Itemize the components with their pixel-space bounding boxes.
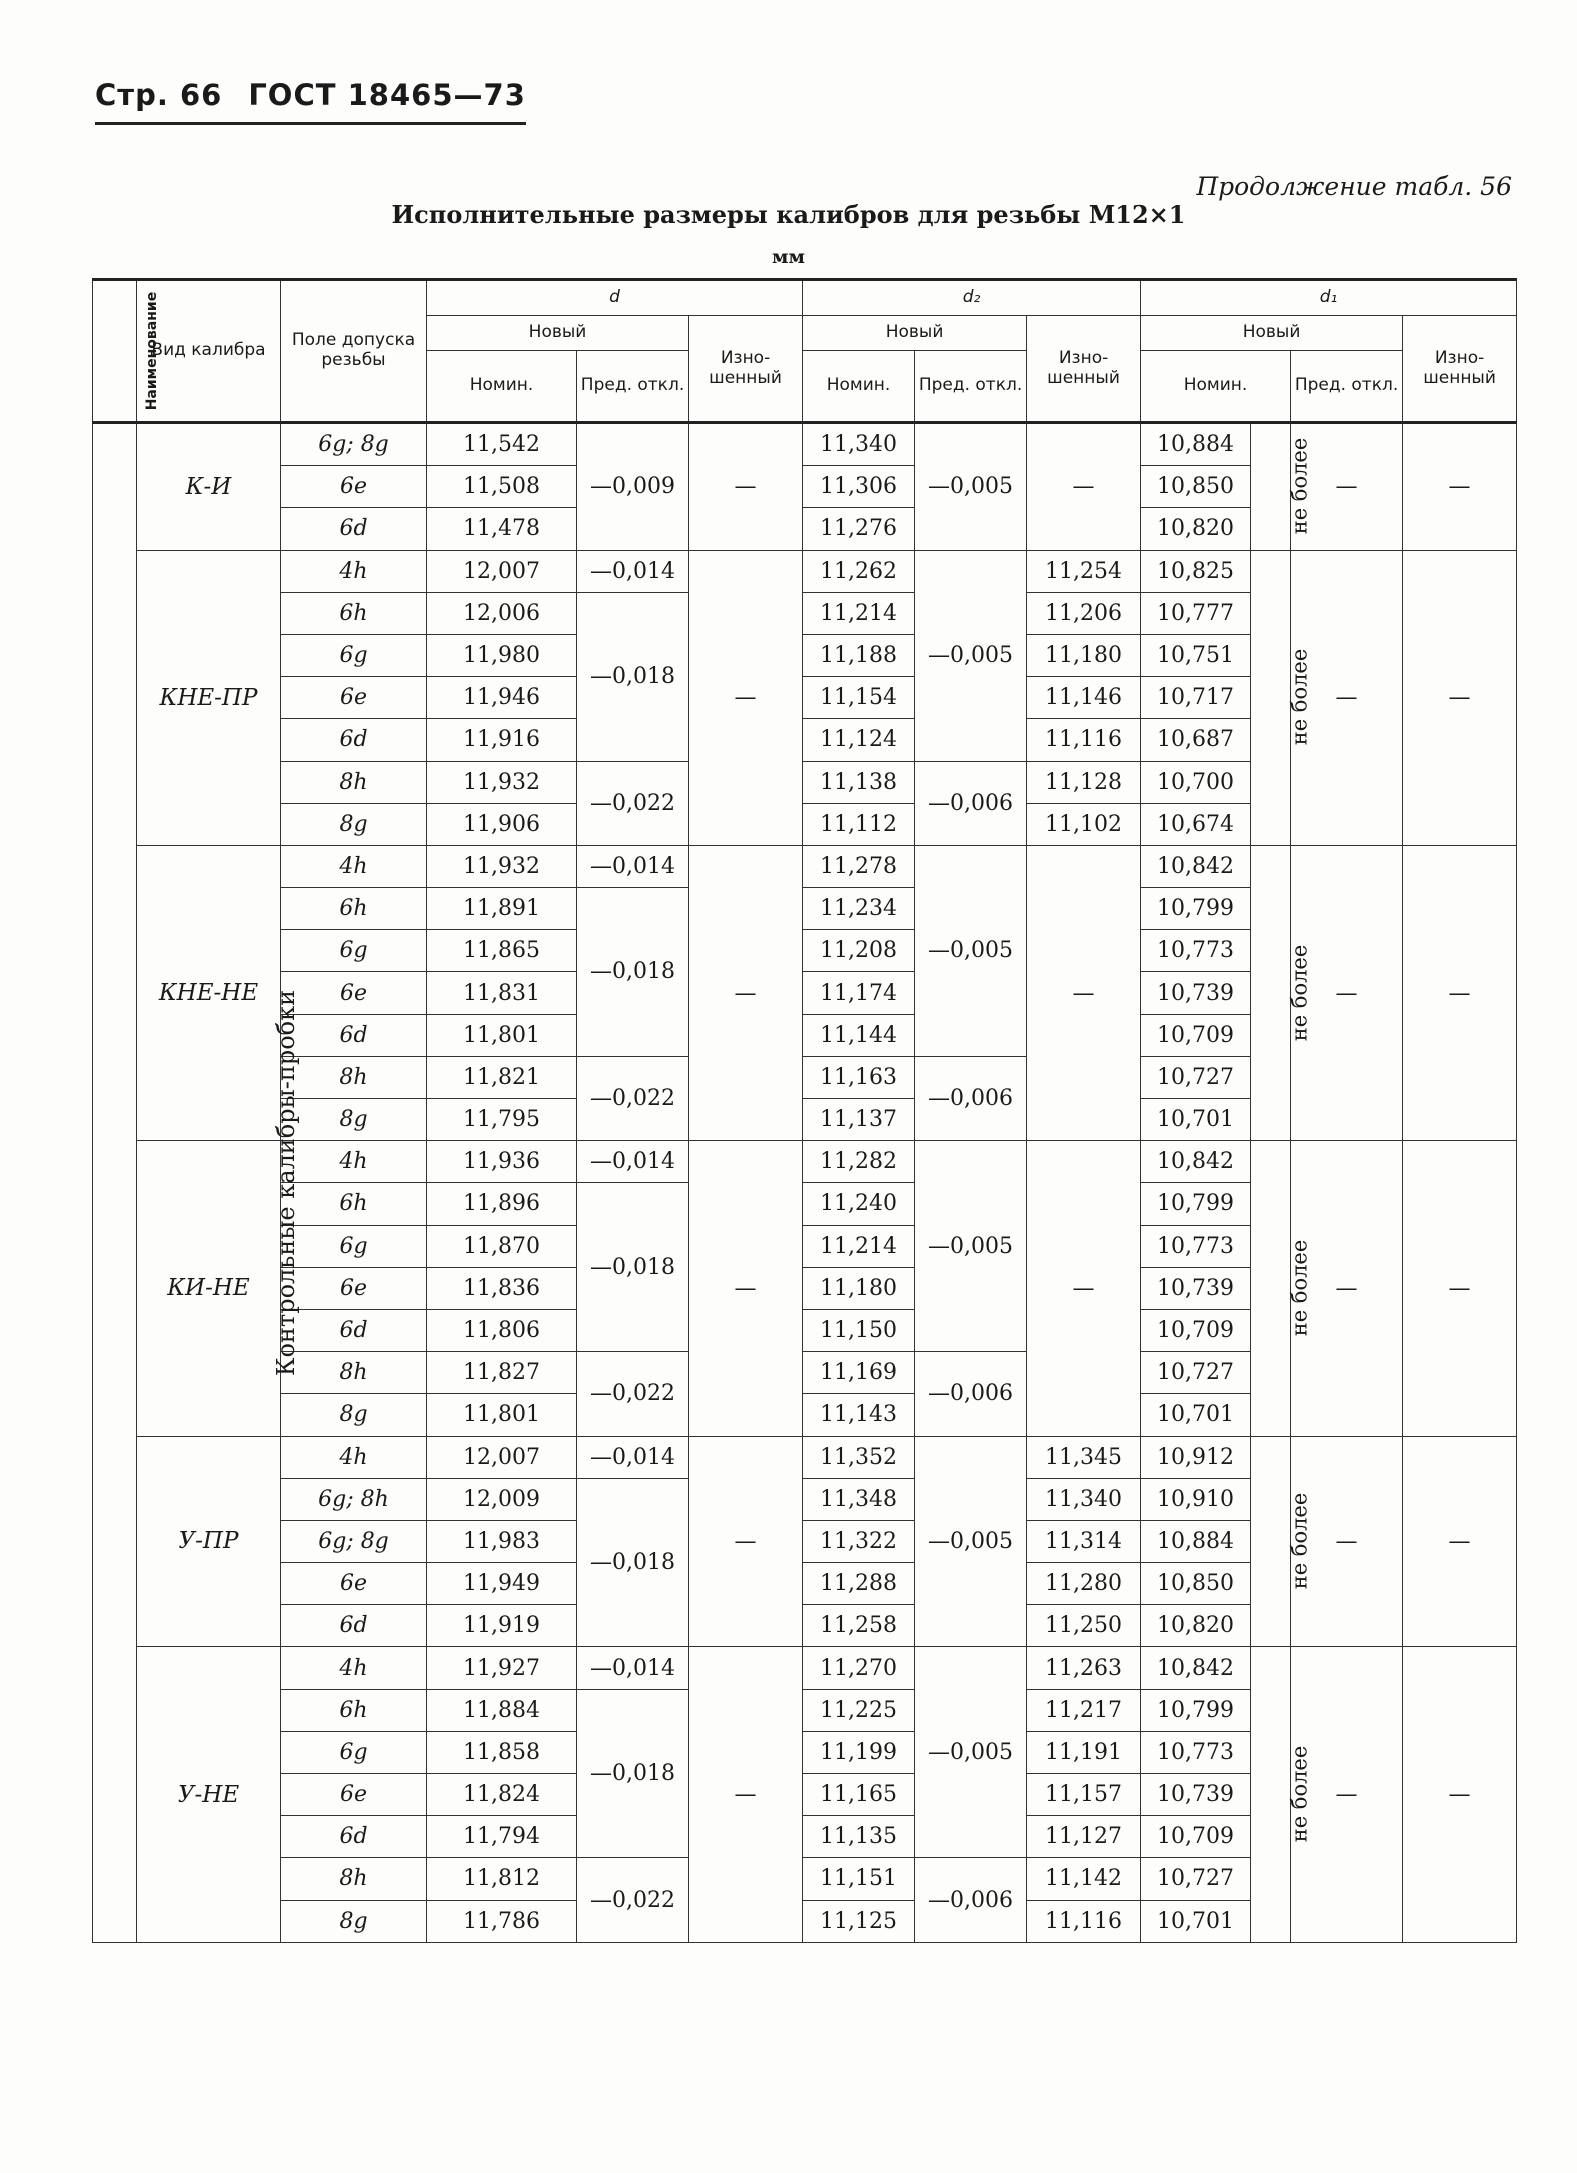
continuation-note: Продолжение табл. 56 xyxy=(1196,172,1512,201)
not-more-label-cell xyxy=(1251,1436,1312,1647)
d-nominal-value: 11,786 xyxy=(427,1900,577,1942)
d2-worn-value: 11,157 xyxy=(1027,1774,1141,1816)
d-nominal-value: 11,806 xyxy=(427,1309,577,1351)
d2-worn-value: 11,263 xyxy=(1027,1647,1141,1689)
d1-nominal-value: 10,687 xyxy=(1141,719,1251,761)
d-deviation-value: —0,018 xyxy=(577,1478,689,1647)
tolerance-field: 4h xyxy=(281,1436,427,1478)
d2-nominal-value: 11,240 xyxy=(803,1183,915,1225)
d-deviation-value: —0,018 xyxy=(577,888,689,1057)
not-more-label: не более xyxy=(1287,648,1312,746)
d2-nominal-value: 11,188 xyxy=(803,634,915,676)
d1-nominal-value: 10,842 xyxy=(1141,1647,1251,1689)
d2-nominal-value: 11,270 xyxy=(803,1647,915,1689)
d2-nominal-value: 11,352 xyxy=(803,1436,915,1478)
tolerance-field: 4h xyxy=(281,1141,427,1183)
not-more-label-cell xyxy=(1251,1141,1312,1436)
d2-nominal-value: 11,262 xyxy=(803,550,915,592)
d2-worn-header: Изно-шенный xyxy=(1027,316,1141,423)
d-nominal-header: Номин. xyxy=(427,351,577,423)
d1-nominal-value: 10,910 xyxy=(1141,1478,1251,1520)
d1-nominal-value: 10,773 xyxy=(1141,1731,1251,1773)
gauge-kind: К-И xyxy=(137,423,281,551)
tolerance-field: 6d xyxy=(281,508,427,550)
d2-worn-value: 11,314 xyxy=(1027,1520,1141,1562)
d-nominal-value: 11,801 xyxy=(427,1394,577,1436)
d1-deviation-value: — xyxy=(1291,1141,1403,1436)
d2-nominal-header: Номин. xyxy=(803,351,915,423)
d-worn-value: — xyxy=(689,423,803,551)
d-nominal-value: 11,949 xyxy=(427,1563,577,1605)
not-more-label-cell xyxy=(1251,1647,1312,1942)
page-number: Стр. 66 xyxy=(95,78,223,112)
d1-worn-value: — xyxy=(1403,550,1517,845)
d-deviation-value: —0,018 xyxy=(577,592,689,761)
d1-nominal-value: 10,777 xyxy=(1141,592,1251,634)
d1-nominal-value: 10,842 xyxy=(1141,845,1251,887)
d2-worn-value: — xyxy=(1027,423,1141,551)
d-nominal-value: 11,870 xyxy=(427,1225,577,1267)
d2-worn-value: 11,146 xyxy=(1027,677,1141,719)
table-row xyxy=(93,423,1517,466)
not-more-label: не более xyxy=(1287,1745,1312,1843)
d2-worn-value: — xyxy=(1027,1141,1141,1436)
d1-nominal-value: 10,912 xyxy=(1141,1436,1251,1478)
d-deviation-value: —0,014 xyxy=(577,550,689,592)
d2-nominal-value: 11,151 xyxy=(803,1858,915,1900)
d-deviation-value: —0,022 xyxy=(577,761,689,845)
d-worn-value: — xyxy=(689,1141,803,1436)
d1-deviation-value: — xyxy=(1291,845,1403,1140)
d1-nominal-value: 10,825 xyxy=(1141,550,1251,592)
d2-deviation-value: —0,006 xyxy=(915,1858,1027,1942)
d1-deviation-value: — xyxy=(1291,1647,1403,1942)
d2-nominal-value: 11,135 xyxy=(803,1816,915,1858)
not-more-label-cell xyxy=(1251,550,1312,845)
tolerance-column-header: Поле допуска резьбы xyxy=(281,280,427,423)
d1-nominal-value: 10,850 xyxy=(1141,466,1251,508)
d2-nominal-value: 11,340 xyxy=(803,423,915,466)
d-worn-value: — xyxy=(689,845,803,1140)
d2-nominal-value: 11,150 xyxy=(803,1309,915,1351)
d1-nominal-value: 10,709 xyxy=(1141,1816,1251,1858)
d-nominal-value: 11,884 xyxy=(427,1689,577,1731)
d-nominal-value: 11,906 xyxy=(427,803,577,845)
d2-worn-value: 11,180 xyxy=(1027,634,1141,676)
d2-nominal-value: 11,306 xyxy=(803,466,915,508)
d-nominal-value: 11,812 xyxy=(427,1858,577,1900)
tolerance-field: 4h xyxy=(281,845,427,887)
d1-nominal-value: 10,701 xyxy=(1141,1900,1251,1942)
d2-worn-value: 11,102 xyxy=(1027,803,1141,845)
d-nominal-value: 11,508 xyxy=(427,466,577,508)
d-deviation-value: —0,022 xyxy=(577,1352,689,1436)
d-nominal-value: 11,980 xyxy=(427,634,577,676)
d-column-header: d xyxy=(427,280,803,316)
d-nominal-value: 12,007 xyxy=(427,1436,577,1478)
d2-worn-value: 11,254 xyxy=(1027,550,1141,592)
d2-worn-value: 11,206 xyxy=(1027,592,1141,634)
d-nominal-value: 11,916 xyxy=(427,719,577,761)
d1-worn-value: — xyxy=(1403,423,1517,551)
d2-nominal-value: 11,169 xyxy=(803,1352,915,1394)
d2-deviation-value: —0,005 xyxy=(915,1647,1027,1858)
d-nominal-value: 12,006 xyxy=(427,592,577,634)
d2-deviation-value: —0,005 xyxy=(915,423,1027,551)
d-nominal-value: 11,801 xyxy=(427,1014,577,1056)
d2-worn-value: 11,142 xyxy=(1027,1858,1141,1900)
d2-nominal-value: 11,214 xyxy=(803,1225,915,1267)
d1-nominal-value: 10,799 xyxy=(1141,1689,1251,1731)
d2-worn-value: 11,127 xyxy=(1027,1816,1141,1858)
d1-new-header: Новый xyxy=(1141,316,1403,351)
d1-nominal-value: 10,709 xyxy=(1141,1309,1251,1351)
d-worn-value: — xyxy=(689,550,803,845)
d1-deviation-header: Пред. откл. xyxy=(1291,351,1403,423)
d1-nominal-value: 10,701 xyxy=(1141,1394,1251,1436)
d2-nominal-value: 11,154 xyxy=(803,677,915,719)
d1-nominal-value: 10,820 xyxy=(1141,1605,1251,1647)
tolerance-field: 6e xyxy=(281,466,427,508)
d-deviation-value: —0,018 xyxy=(577,1183,689,1352)
tolerance-field: 6d xyxy=(281,1014,427,1056)
d2-nominal-value: 11,214 xyxy=(803,592,915,634)
d2-deviation-value: —0,006 xyxy=(915,1056,1027,1140)
gauge-kind: КИ-НЕ xyxy=(137,1141,281,1436)
d-worn-value: — xyxy=(689,1647,803,1942)
d-worn-value: — xyxy=(689,1436,803,1647)
d1-nominal-value: 10,727 xyxy=(1141,1056,1251,1098)
d2-deviation-value: —0,005 xyxy=(915,1141,1027,1352)
family-label: Контрольные калибры-пробки xyxy=(272,989,301,1376)
d2-nominal-value: 11,165 xyxy=(803,1774,915,1816)
table-row xyxy=(93,845,1517,887)
d1-nominal-value: 10,773 xyxy=(1141,1225,1251,1267)
d1-nominal-value: 10,739 xyxy=(1141,1267,1251,1309)
d2-nominal-value: 11,322 xyxy=(803,1520,915,1562)
d-deviation-value: —0,022 xyxy=(577,1056,689,1140)
d-nominal-value: 11,824 xyxy=(427,1774,577,1816)
d-nominal-value: 11,794 xyxy=(427,1816,577,1858)
d2-nominal-value: 11,282 xyxy=(803,1141,915,1183)
d-deviation-value: —0,009 xyxy=(577,423,689,551)
d-deviation-value: —0,014 xyxy=(577,1647,689,1689)
d2-nominal-value: 11,199 xyxy=(803,1731,915,1773)
d-deviation-header: Пред. откл. xyxy=(577,351,689,423)
table-row xyxy=(93,1141,1517,1183)
table-body xyxy=(93,423,1517,1943)
d1-nominal-value: 10,751 xyxy=(1141,634,1251,676)
tolerance-field: 8h xyxy=(281,1352,427,1394)
d2-deviation-header: Пред. откл. xyxy=(915,351,1027,423)
tolerance-field: 6d xyxy=(281,1816,427,1858)
tolerance-field: 6g xyxy=(281,930,427,972)
d1-nominal-value: 10,739 xyxy=(1141,1774,1251,1816)
d1-nominal-value: 10,727 xyxy=(1141,1352,1251,1394)
page-header xyxy=(95,78,526,125)
d2-nominal-value: 11,144 xyxy=(803,1014,915,1056)
d2-nominal-value: 11,234 xyxy=(803,888,915,930)
not-more-label: не более xyxy=(1287,1239,1312,1337)
d-nominal-value: 11,858 xyxy=(427,1731,577,1773)
tolerance-field: 6h xyxy=(281,592,427,634)
d1-nominal-value: 10,799 xyxy=(1141,1183,1251,1225)
table-title: Исполнительные размеры калибров для резьбы M12×1 xyxy=(391,200,1186,229)
d-worn-header: Изно-шенный xyxy=(689,316,803,423)
table-row xyxy=(93,1647,1517,1689)
d2-nominal-value: 11,174 xyxy=(803,972,915,1014)
d2-nominal-value: 11,112 xyxy=(803,803,915,845)
d2-worn-value: 11,116 xyxy=(1027,1900,1141,1942)
d-nominal-value: 11,795 xyxy=(427,1099,577,1141)
tolerance-field: 6h xyxy=(281,1689,427,1731)
d-nominal-value: 11,821 xyxy=(427,1056,577,1098)
d-new-header: Новый xyxy=(427,316,689,351)
tolerance-field: 6e xyxy=(281,1774,427,1816)
d2-deviation-value: —0,005 xyxy=(915,1436,1027,1647)
not-more-label: не более xyxy=(1287,437,1312,535)
d2-worn-value: 11,116 xyxy=(1027,719,1141,761)
tolerance-field: 8g xyxy=(281,1099,427,1141)
d2-deviation-value: —0,005 xyxy=(915,845,1027,1056)
tolerance-field: 6e xyxy=(281,1563,427,1605)
d2-nominal-value: 11,163 xyxy=(803,1056,915,1098)
gauge-kind: У-НЕ xyxy=(137,1647,281,1942)
tolerance-field: 6d xyxy=(281,1605,427,1647)
d-deviation-value: —0,014 xyxy=(577,1436,689,1478)
d1-nominal-value: 10,709 xyxy=(1141,1014,1251,1056)
d1-worn-header: Изно-шенный xyxy=(1403,316,1517,423)
tolerance-field: 4h xyxy=(281,1647,427,1689)
d2-worn-value: 11,191 xyxy=(1027,1731,1141,1773)
d1-column-header: d₁ xyxy=(1141,280,1517,316)
tolerance-field: 6g xyxy=(281,1731,427,1773)
d1-deviation-value: — xyxy=(1291,423,1403,551)
d2-worn-value: 11,345 xyxy=(1027,1436,1141,1478)
d-nominal-value: 11,542 xyxy=(427,423,577,466)
d-nominal-value: 11,983 xyxy=(427,1520,577,1562)
d2-nominal-value: 11,258 xyxy=(803,1605,915,1647)
d1-nominal-value: 10,700 xyxy=(1141,761,1251,803)
table-header xyxy=(93,280,1517,423)
tolerance-field: 4h xyxy=(281,550,427,592)
d2-nominal-value: 11,278 xyxy=(803,845,915,887)
d2-deviation-value: —0,006 xyxy=(915,761,1027,845)
d1-nominal-value: 10,850 xyxy=(1141,1563,1251,1605)
d-nominal-value: 12,009 xyxy=(427,1478,577,1520)
tolerance-field: 8h xyxy=(281,1056,427,1098)
d2-deviation-value: —0,005 xyxy=(915,550,1027,761)
d1-nominal-value: 10,674 xyxy=(1141,803,1251,845)
d-nominal-value: 11,827 xyxy=(427,1352,577,1394)
d-deviation-value: —0,014 xyxy=(577,845,689,887)
kind-column-header: Вид калибра xyxy=(137,280,281,423)
gauge-kind: У-ПР xyxy=(137,1436,281,1647)
d1-nominal-header: Номин. xyxy=(1141,351,1291,423)
d-nominal-value: 11,896 xyxy=(427,1183,577,1225)
d1-worn-value: — xyxy=(1403,845,1517,1140)
tolerance-field: 8h xyxy=(281,761,427,803)
d1-nominal-value: 10,701 xyxy=(1141,1099,1251,1141)
table-row xyxy=(93,550,1517,592)
not-more-label-cell xyxy=(1251,423,1312,551)
d2-nominal-value: 11,225 xyxy=(803,1689,915,1731)
d1-deviation-value: — xyxy=(1291,1436,1403,1647)
d-nominal-value: 11,946 xyxy=(427,677,577,719)
d2-nominal-value: 11,124 xyxy=(803,719,915,761)
d2-worn-value: 11,217 xyxy=(1027,1689,1141,1731)
d1-nominal-value: 10,820 xyxy=(1141,508,1251,550)
name-column-header: Наименование xyxy=(93,280,137,423)
d2-nominal-value: 11,180 xyxy=(803,1267,915,1309)
gauge-kind: КНЕ-ПР xyxy=(137,550,281,845)
d1-nominal-value: 10,773 xyxy=(1141,930,1251,972)
tolerance-field: 6g; 8h xyxy=(281,1478,427,1520)
d1-nominal-value: 10,884 xyxy=(1141,423,1251,466)
not-more-label-cell xyxy=(1251,845,1312,1140)
d-nominal-value: 11,932 xyxy=(427,845,577,887)
d2-nominal-value: 11,288 xyxy=(803,1563,915,1605)
d1-worn-value: — xyxy=(1403,1436,1517,1647)
tolerance-field: 6g; 8g xyxy=(281,1520,427,1562)
tolerance-field: 6e xyxy=(281,972,427,1014)
d2-nominal-value: 11,137 xyxy=(803,1099,915,1141)
d2-worn-value: 11,128 xyxy=(1027,761,1141,803)
tolerance-field: 8g xyxy=(281,1394,427,1436)
d2-nominal-value: 11,125 xyxy=(803,1900,915,1942)
d2-deviation-value: —0,006 xyxy=(915,1352,1027,1436)
d2-column-header: d₂ xyxy=(803,280,1141,316)
tolerance-field: 6g xyxy=(281,1225,427,1267)
d2-nominal-value: 11,138 xyxy=(803,761,915,803)
dimensions-table xyxy=(92,278,1517,1943)
d-deviation-value: —0,022 xyxy=(577,1858,689,1942)
d2-nominal-value: 11,348 xyxy=(803,1478,915,1520)
d-nominal-value: 11,891 xyxy=(427,888,577,930)
d1-nominal-value: 10,727 xyxy=(1141,1858,1251,1900)
d2-worn-value: — xyxy=(1027,845,1141,1140)
d2-worn-value: 11,250 xyxy=(1027,1605,1141,1647)
d1-worn-value: — xyxy=(1403,1647,1517,1942)
tolerance-field: 6h xyxy=(281,1183,427,1225)
table-row xyxy=(93,1436,1517,1478)
standard-number: ГОСТ 18465—73 xyxy=(248,78,526,112)
tolerance-field: 6e xyxy=(281,1267,427,1309)
d2-nominal-value: 11,143 xyxy=(803,1394,915,1436)
d2-worn-value: 11,340 xyxy=(1027,1478,1141,1520)
d-nominal-value: 11,831 xyxy=(427,972,577,1014)
d1-nominal-value: 10,842 xyxy=(1141,1141,1251,1183)
d-nominal-value: 11,836 xyxy=(427,1267,577,1309)
tolerance-field: 8g xyxy=(281,1900,427,1942)
gauge-kind: КНЕ-НЕ xyxy=(137,845,281,1140)
not-more-label: не более xyxy=(1287,1492,1312,1590)
tolerance-field: 6d xyxy=(281,719,427,761)
d-nominal-value: 11,936 xyxy=(427,1141,577,1183)
d-nominal-value: 11,865 xyxy=(427,930,577,972)
tolerance-field: 6g xyxy=(281,634,427,676)
d1-nominal-value: 10,739 xyxy=(1141,972,1251,1014)
tolerance-field: 6e xyxy=(281,677,427,719)
d-nominal-value: 11,927 xyxy=(427,1647,577,1689)
d1-nominal-value: 10,717 xyxy=(1141,677,1251,719)
d1-nominal-value: 10,799 xyxy=(1141,888,1251,930)
d1-deviation-value: — xyxy=(1291,550,1403,845)
d2-nominal-value: 11,276 xyxy=(803,508,915,550)
units-label: мм xyxy=(771,246,805,268)
d-deviation-value: —0,018 xyxy=(577,1689,689,1858)
tolerance-field: 8h xyxy=(281,1858,427,1900)
d1-worn-value: — xyxy=(1403,1141,1517,1436)
d-deviation-value: —0,014 xyxy=(577,1141,689,1183)
d2-new-header: Новый xyxy=(803,316,1027,351)
d-nominal-value: 12,007 xyxy=(427,550,577,592)
d1-nominal-value: 10,884 xyxy=(1141,1520,1251,1562)
d2-nominal-value: 11,208 xyxy=(803,930,915,972)
tolerance-field: 6g; 8g xyxy=(281,423,427,466)
d-nominal-value: 11,919 xyxy=(427,1605,577,1647)
d2-worn-value: 11,280 xyxy=(1027,1563,1141,1605)
d-nominal-value: 11,932 xyxy=(427,761,577,803)
tolerance-field: 8g xyxy=(281,803,427,845)
d-nominal-value: 11,478 xyxy=(427,508,577,550)
tolerance-field: 6h xyxy=(281,888,427,930)
not-more-label: не более xyxy=(1287,944,1312,1041)
tolerance-field: 6d xyxy=(281,1309,427,1351)
